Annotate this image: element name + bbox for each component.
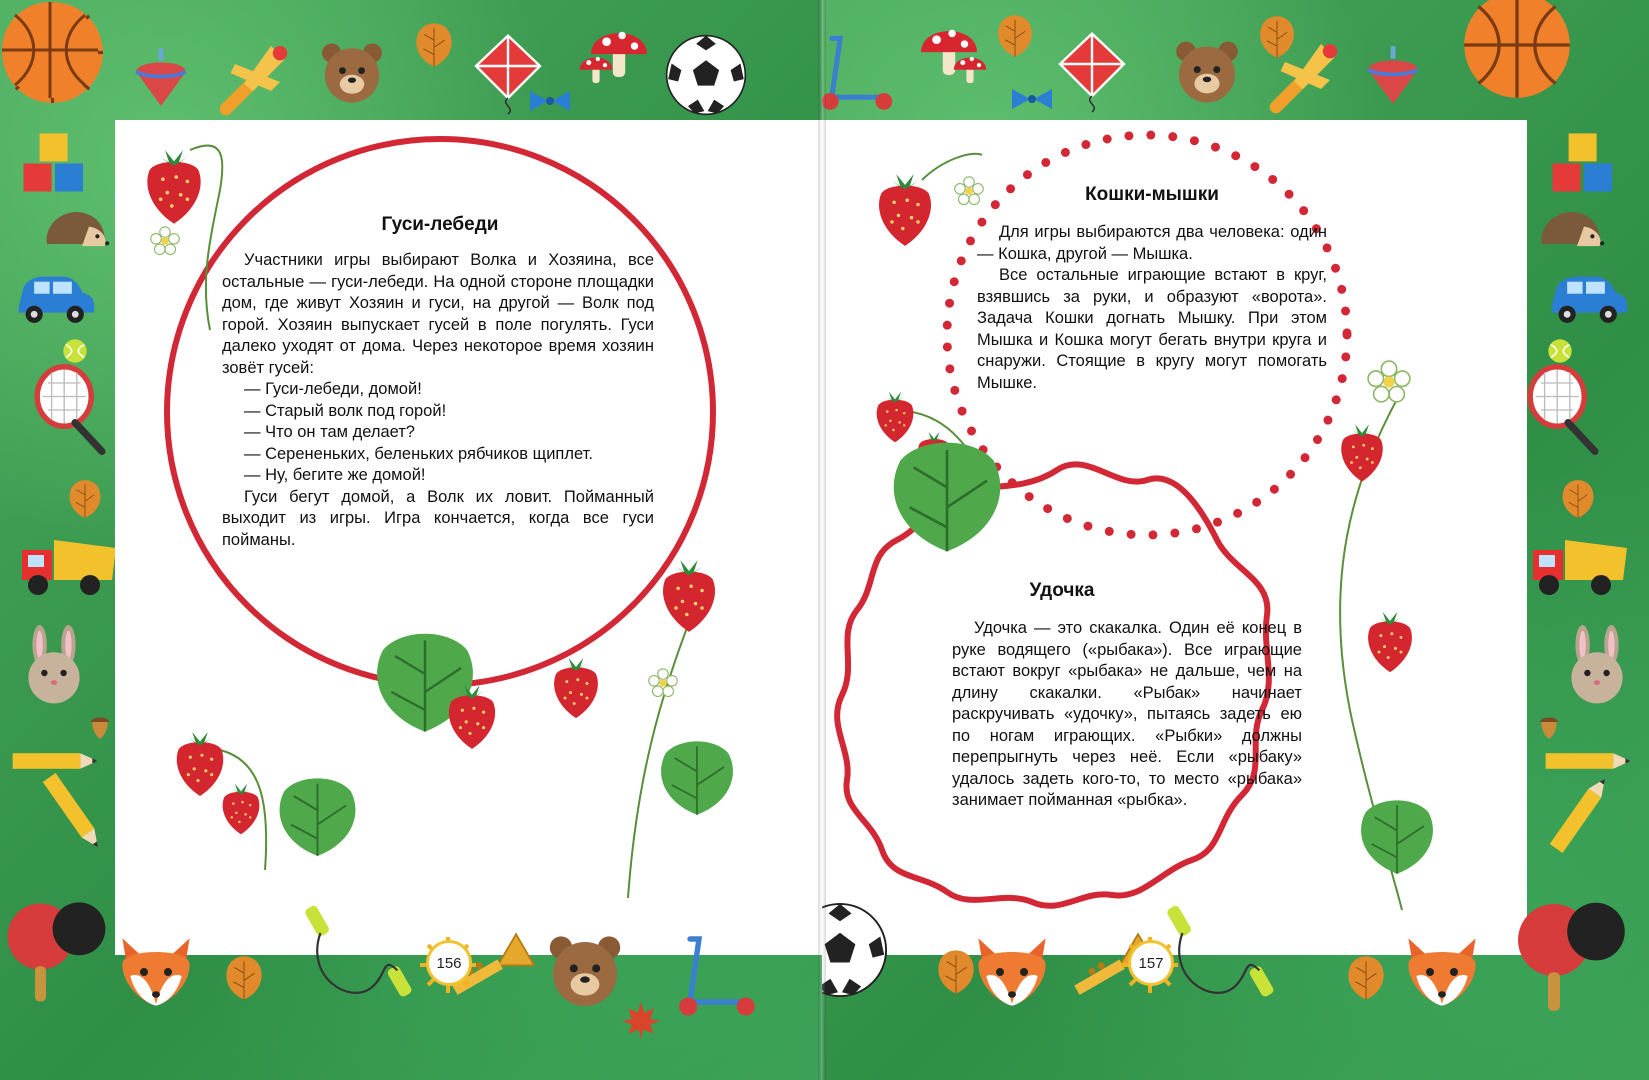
left-page <box>0 0 822 1080</box>
right-page <box>822 0 1649 1080</box>
leaf-icon <box>365 625 515 755</box>
game-description <box>977 222 1327 394</box>
top-frame-icons <box>0 0 822 125</box>
paragraph: Все остальные играющие встают в круг, взявшись за руки, и образуют «ворота». Задача Кошки догнать Мышку. При этом Мышка и Кошка могут бегать внутри круга и снаружи. Стоящие в кругу могут помогать Мышке. <box>977 266 1327 392</box>
paragraph: Для игры выбираются два человека: один — Кошка, другой — Мышка. <box>977 223 1327 263</box>
game-description <box>222 250 654 551</box>
paragraph: Участники игры выбирают Волка и Хозяина, все остальные — гуси-лебеди. На одной стороне площадки дом, где живут Хозяин и гуси, на другой — Волк под горой. Хозяин выпускает гусей в поле погулять. Гуси далеко уходят от дома. Через некоторое время хозяин зовёт гусей: <box>222 251 654 377</box>
left-frame-icons <box>0 120 115 960</box>
game-title: Гуси-лебеди <box>381 214 499 235</box>
dialogue-line: — Старый волк под горой! <box>244 401 447 420</box>
paragraph: Удочка — это скакалка. Один её конец в руке водящего («рыбака»). Все играющие встают вокруг «рыбака» не дальше, чем на длину скакалки. «Рыбак» начинает раскручивать «удочку», пытаясь задеть ею по ногам играющих. «Рыбки» должны перепрыгнуть через неё. Если «рыбаку» удалось задеть кого-то, то место «рыбака» занимает пойманная «рыбка». <box>952 619 1302 809</box>
dialogue-line: — Ну, бегите же домой! <box>244 466 426 484</box>
strawberry-vine-icon <box>548 558 748 918</box>
page-number: 157 <box>1128 940 1174 986</box>
strawberry-vine-icon <box>1312 360 1452 920</box>
strawberry-leaf-icon <box>852 390 1042 560</box>
paragraph: Гуси бегут домой, а Волк их ловит. Пойманный выходит из игры. Игра кончается, когда все гуси пойманы. <box>222 487 654 549</box>
game-title: Удочка <box>1029 580 1095 601</box>
strawberry-cluster-icon <box>170 730 370 880</box>
dialogue-line: — Что он там делает? <box>244 423 415 441</box>
book-gutter <box>818 0 826 1080</box>
page-number: 156 <box>426 940 472 986</box>
dialogue-line: — Серененьких, беленьких рябчиков щиплет. <box>244 444 593 463</box>
game-description <box>952 618 1302 812</box>
game-title: Кошки-мышки <box>1085 184 1219 205</box>
right-frame-icons <box>1527 120 1649 960</box>
basketball-icon-left <box>0 0 100 100</box>
dialogue-line: — Гуси-лебеди, домой! <box>244 380 422 398</box>
